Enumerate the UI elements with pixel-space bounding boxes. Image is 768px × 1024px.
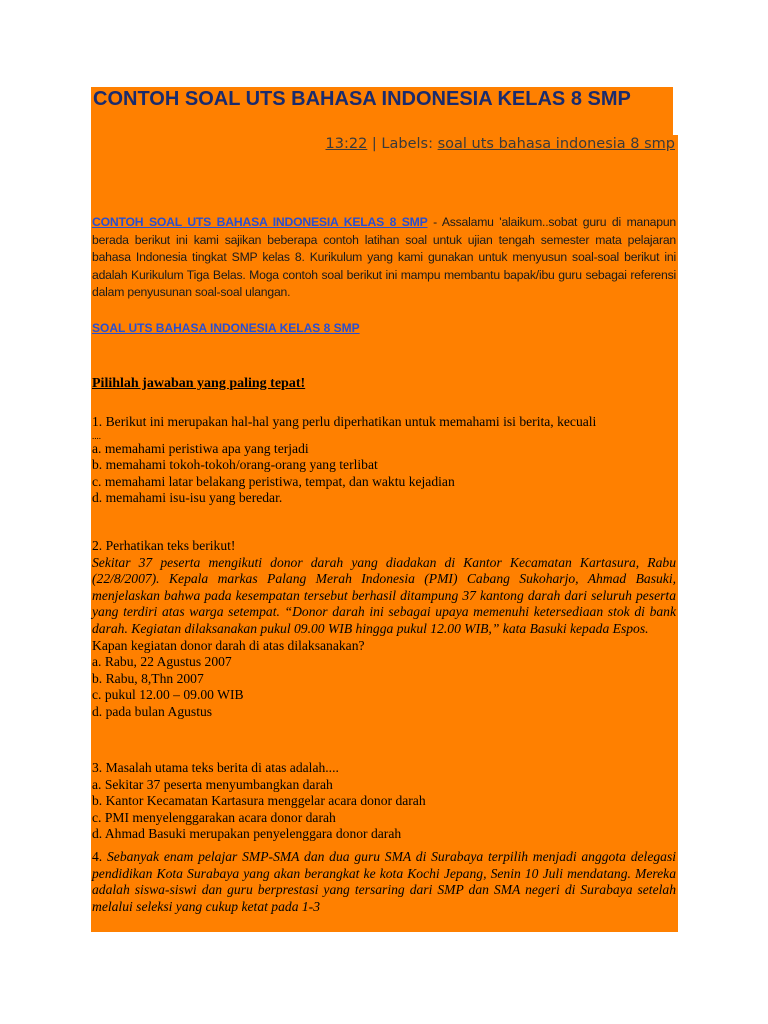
- option-d: d. memahami isu-isu yang beredar.: [92, 490, 283, 506]
- question-dots: ....: [92, 430, 101, 441]
- page-title: CONTOH SOAL UTS BAHASA INDONESIA KELAS 8 SMP: [93, 88, 631, 110]
- question-1: [92, 414, 676, 507]
- question-stem: 2. Perhatikan teks berikut!: [92, 538, 236, 553]
- question-stem: 3. Masalah utama teks berita di atas adalah....: [92, 760, 339, 775]
- question-number: 4.: [92, 849, 107, 864]
- intro-text: - Assalamu 'alaikum..sobat guru di manapun berada berikut ini kami sajikan beberapa contoh latihan soal untuk ujian tengah semester mata pelajaran bahasa Indonesia tingkat SMP kelas 8. Kurikulum yang kami gunakan untuk menyusun soal-soal berikut ini adalah Kurikulum Tiga Belas. Moga contoh soal berikut ini mampu membantu bapak/ibu guru sebagai referensi dalam penyusunan soal-soal ulangan.: [92, 215, 676, 300]
- question-stem: 1. Berikut ini merupakan hal-hal yang perlu diperhatikan untuk memahami isi berita, kecuali: [92, 414, 597, 429]
- section-subheading-link[interactable]: SOAL UTS BAHASA INDONESIA KELAS 8 SMP: [92, 321, 360, 335]
- label-link[interactable]: soal uts bahasa indonesia 8 smp: [437, 136, 675, 152]
- question-2: [92, 538, 676, 721]
- option-b: b. Kantor Kecamatan Kartasura menggelar acara donor darah: [92, 793, 426, 809]
- option-d: d. pada bulan Agustus: [92, 703, 213, 719]
- question-4: [92, 849, 676, 915]
- option-a: a. Sekitar 37 peserta menyumbangkan darah: [92, 776, 333, 792]
- option-b: b. Rabu, 8,Thn 2007: [92, 670, 204, 686]
- option-b: b. memahami tokoh-tokoh/orang-orang yang terlibat: [92, 457, 378, 473]
- question-passage: Sekitar 37 peserta mengikuti donor darah yang diadakan di Kantor Kecamatan Kartasura, Rabu (22/8/2007). Kepala markas Palang Merah Indonesia (PMI) Cabang Sukoharjo, Ahmad Basuki, menjelaskan bahwa pada kesempatan tersebut berhasil ditampung 37 kantong darah dari seluruh peserta yang terdiri atas warga setempat. “Donor darah ini sebagai upaya memenuhi ketersediaan stok di bank darah. Kegiatan dilaksanakan pukul 09.00 WIB hingga pukul 12.00 WIB,” kata Basuki kepada Espos.: [92, 554, 676, 636]
- question-3: [92, 760, 676, 843]
- option-a: a. Rabu, 22 Agustus 2007: [92, 654, 232, 670]
- question-text: Kapan kegiatan donor darah di atas dilaksanakan?: [92, 637, 365, 653]
- post-meta: [326, 136, 675, 152]
- labels-prefix: | Labels:: [367, 136, 438, 152]
- option-c: c. PMI menyelenggarakan acara donor darah: [92, 809, 336, 825]
- post-time-link[interactable]: 13:22: [325, 136, 368, 152]
- question-passage: Sebanyak enam pelajar SMP-SMA dan dua guru SMA di Surabaya terpilih menjadi anggota delegasi pendidikan Kota Surabaya yang akan berangkat ke kota Kochi Jepang, Senin 10 Juli mendatang. Mereka adalah siswa-siswi dan guru berprestasi yang tersaring dari SMP dan SMA negeri di Surabaya setelah melalui seleksi yang cukup ketat pada 1-3: [92, 849, 677, 914]
- option-c: c. pukul 12.00 – 09.00 WIB: [92, 687, 244, 703]
- option-d: d. Ahmad Basuki merupakan penyelenggara donor darah: [92, 826, 402, 842]
- option-a: a. memahami peristiwa apa yang terjadi: [92, 440, 309, 456]
- intro-title-link[interactable]: CONTOH SOAL UTS BAHASA INDONESIA KELAS 8 SMP: [92, 215, 428, 229]
- intro-paragraph: [92, 214, 676, 302]
- instruction: Pilihlah jawaban yang paling tepat!: [92, 376, 306, 391]
- option-c: c. memahami latar belakang peristiwa, tempat, dan waktu kejadian: [92, 473, 455, 489]
